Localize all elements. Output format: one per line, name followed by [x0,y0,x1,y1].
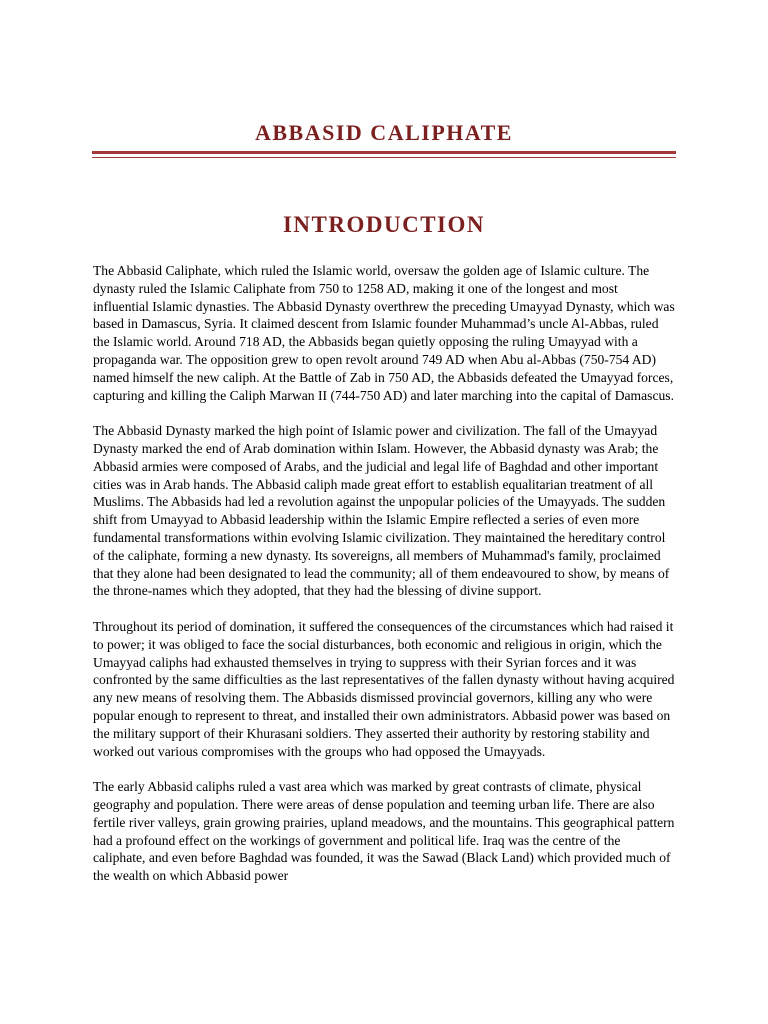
body-text [93,262,675,903]
document-title: ABBASID CALIPHATE [255,120,513,145]
paragraph-4: The early Abbasid caliphs ruled a vast area which was marked by great contrasts of climate, physical geography and population. There were areas of dense population and teeming urban life. There are also fertile river valleys, grain growing prairies, upland meadows, and the mountains. This geographical pattern had a profound effect on the workings of government and political life. Iraq was the centre of the caliphate, and even before Baghdad was founded, it was the Sawad (Black Land) which provided much of the wealth on which Abbasid power [93,779,675,884]
paragraph-1: The Abbasid Caliphate, which ruled the Islamic world, oversaw the golden age of Islamic culture. The dynasty ruled the Islamic Caliphate from 750 to 1258 AD, making it one of the longest and most influential Islamic dynasties. The Abbasid Dynasty overthrew the preceding Umayyad Dynasty, which was based in Damascus, Syria. It claimed descent from Islamic founder Muhammad’s uncle Al-Abbas, ruled the Islamic world. Around 718 AD, the Abbasids began quietly opposing the ruling Umayyad with a propaganda war. The opposition grew to open revolt around 749 AD when Abu al-Abbas (750-754 AD) named himself the new caliph. At the Battle of Zab in 750 AD, the Abbasids defeated the Umayyad forces, capturing and killing the Caliph Marwan II (744-750 AD) and later marching into the capital of Damascus. [93,263,675,403]
paragraph-3: Throughout its period of domination, it suffered the consequences of the circumstances which had raised it to power; it was obliged to face the social disturbances, both economic and religious in origin, which the Umayyad caliphs had exhausted themselves in trying to suppress with their Syrian forces and it was confronted by the same difficulties as the last representatives of the fallen dynasty without having acquired any new means of resolving them. The Abbasids dismissed provincial governors, killing any who were popular enough to represent to threat, and installed their own administrators. Abbasid power was based on the military support of their Khurasani soldiers. They asserted their authority by restoring stability and worked out various compromises with the groups who had opposed the Umayyads. [93,618,675,759]
paragraph-2: The Abbasid Dynasty marked the high point of Islamic power and civilization. The fall of the Umayyad Dynasty marked the end of Arab domination within Islam. However, the Abbasid dynasty was Arab; the Abbasid armies were composed of Arabs, and the judicial and legal life of Baghdad and other important cities was in Arab hands. The Abbasid caliph made great effort to establish equalitarian treatment of all Muslims. The Abbasids had led a revolution against the unpopular policies of the Umayyads. The sudden shift from Umayyad to Abbasid leadership within the Islamic Empire reflected a series of even more fundamental transformations within evolving Islamic civilization. They maintained the hereditary control of the caliphate, forming a new dynasty. Its sovereigns, all members of Muhammad's family, proclaimed that they alone had been designated to lead the community; all of them endeavoured to show, by means of the throne-names which they adopted, that they had the blessing of divine support. [93,423,670,599]
title-divider-thin [92,157,676,158]
section-heading-introduction: INTRODUCTION [282,212,486,237]
title-divider-thick [92,151,676,154]
